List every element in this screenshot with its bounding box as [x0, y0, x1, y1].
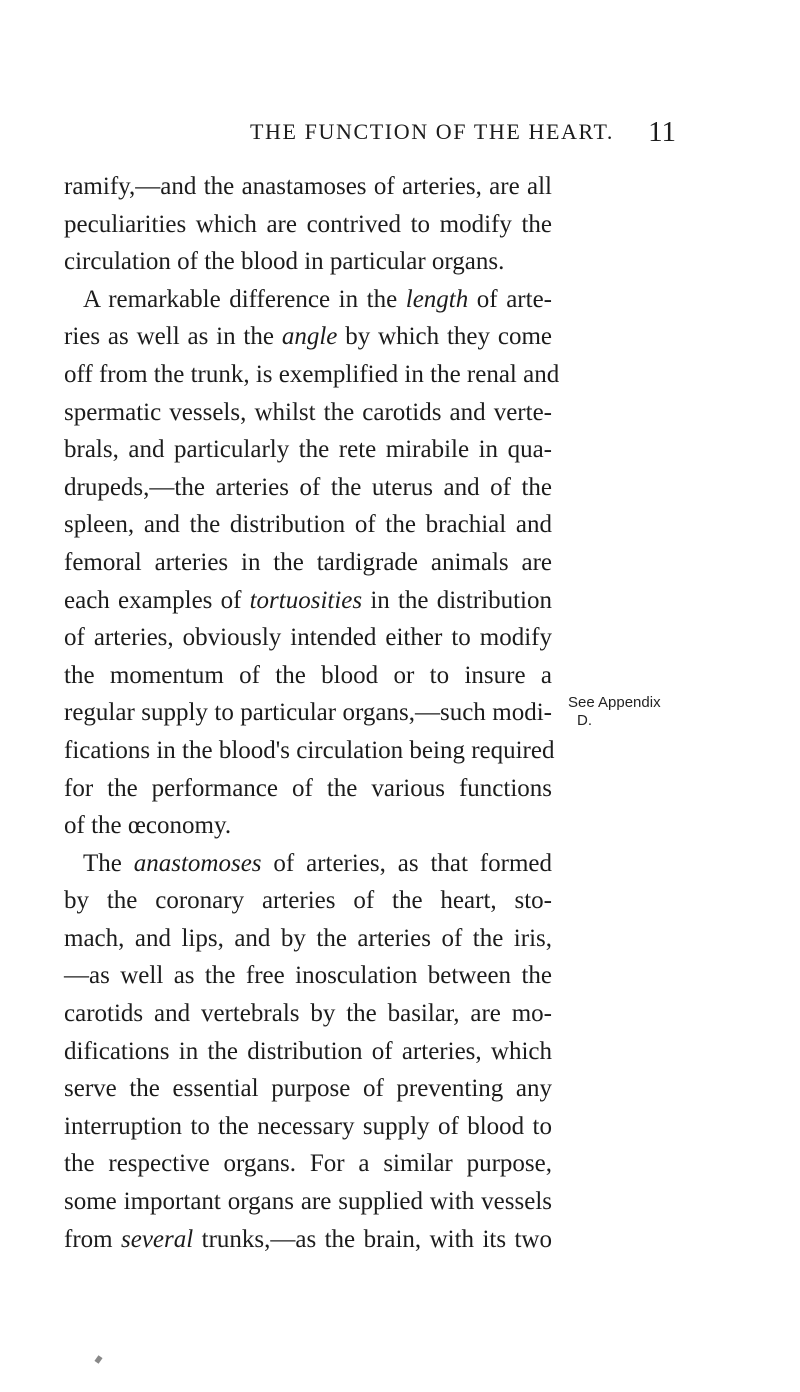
margin-note — [568, 694, 718, 730]
text-line — [64, 281, 552, 319]
italic-text: angle — [281, 323, 338, 351]
italic-text: several — [121, 1225, 194, 1253]
text-span: the respective organs. For a similar purpose, — [64, 1150, 552, 1178]
text-span: The — [83, 849, 134, 877]
text-line — [64, 318, 552, 356]
margin-note-line: D. — [577, 712, 592, 729]
text-span: some important organs are supplied with vessels — [64, 1188, 552, 1216]
text-line — [64, 582, 552, 620]
running-header — [250, 112, 676, 152]
margin-note-line: See Appendix — [568, 694, 661, 711]
text-line — [64, 1033, 552, 1071]
text-span: ramify,—and the anastamoses of arteries, are all — [64, 173, 552, 200]
body-text — [64, 168, 560, 1258]
page-number: 11 — [648, 116, 676, 148]
italic-text: length — [405, 285, 469, 313]
text-span: for the performance of the various functions — [64, 774, 552, 802]
running-title: THE FUNCTION OF THE HEART. — [250, 119, 614, 144]
text-span: from — [64, 1225, 122, 1253]
text-span: by which they come — [337, 323, 552, 351]
text-line — [64, 168, 552, 206]
text-span: spermatic vessels, whilst the carotids and verte- — [64, 398, 552, 426]
text-line — [64, 995, 552, 1033]
text-span: brals, and particularly the rete mirabile in qua- — [64, 436, 552, 464]
text-span: by the coronary arteries of the heart, sto- — [64, 887, 552, 915]
text-span: fications in the blood's circulation being required — [64, 736, 555, 764]
text-span: difications in the distribution of arteries, which — [64, 1037, 552, 1065]
text-line — [64, 356, 560, 394]
text-span: of arteries, as that formed — [261, 849, 552, 877]
text-span: each examples of — [64, 586, 250, 614]
text-line — [64, 882, 552, 920]
text-line — [64, 243, 552, 281]
text-span: of the œconomy. — [64, 812, 232, 840]
text-line — [64, 1070, 552, 1108]
text-line — [64, 469, 552, 507]
text-span: drupeds,—the arteries of the uterus and of the — [64, 473, 552, 501]
text-span: in the distribution — [362, 586, 552, 614]
text-line — [64, 770, 552, 808]
italic-text: tortuosities — [249, 586, 363, 614]
text-line — [64, 732, 555, 770]
text-line — [64, 206, 552, 244]
text-span: of arteries, obviously intended either to modify — [64, 624, 552, 652]
text-line — [64, 544, 552, 582]
text-line — [64, 1145, 552, 1183]
text-line — [64, 920, 552, 958]
text-line — [64, 807, 552, 845]
text-line — [64, 657, 552, 695]
printer-mark — [94, 1355, 102, 1364]
text-line — [64, 506, 552, 544]
text-span: circulation of the blood in particular organs. — [64, 248, 505, 276]
text-line — [64, 431, 552, 469]
text-span: A remarkable difference in the — [83, 285, 406, 313]
text-span: the momentum of the blood or to insure a — [64, 661, 552, 689]
text-span: spleen, and the distribution of the brachial and — [64, 511, 552, 539]
text-span: regular supply to particular organs,—such modi- — [64, 699, 552, 727]
text-line — [64, 694, 552, 732]
text-span: of arte- — [468, 285, 552, 313]
text-span: trunks,—as the brain, with its two — [193, 1225, 552, 1253]
text-span: femoral arteries in the tardigrade animals are — [64, 548, 552, 576]
text-span: interruption to the necessary supply of blood to — [64, 1112, 552, 1140]
text-span: off from the trunk, is exemplified in the renal and — [64, 360, 560, 388]
text-span: carotids and vertebrals by the basilar, are mo- — [64, 1000, 552, 1028]
text-span: ries as well as in the — [64, 323, 282, 351]
italic-text: anastomoses — [133, 849, 262, 877]
text-line — [64, 1183, 552, 1221]
text-span: —as well as the free inosculation between the — [64, 962, 552, 990]
text-span: mach, and lips, and by the arteries of the iris, — [64, 924, 552, 952]
text-line — [64, 619, 552, 657]
text-line — [64, 1221, 552, 1259]
text-span: serve the essential purpose of preventing any — [64, 1075, 552, 1103]
text-line — [64, 394, 552, 432]
text-line — [64, 845, 552, 883]
text-line — [64, 957, 552, 995]
text-line — [64, 1108, 552, 1146]
text-span: peculiarities which are contrived to modify the — [64, 210, 552, 238]
